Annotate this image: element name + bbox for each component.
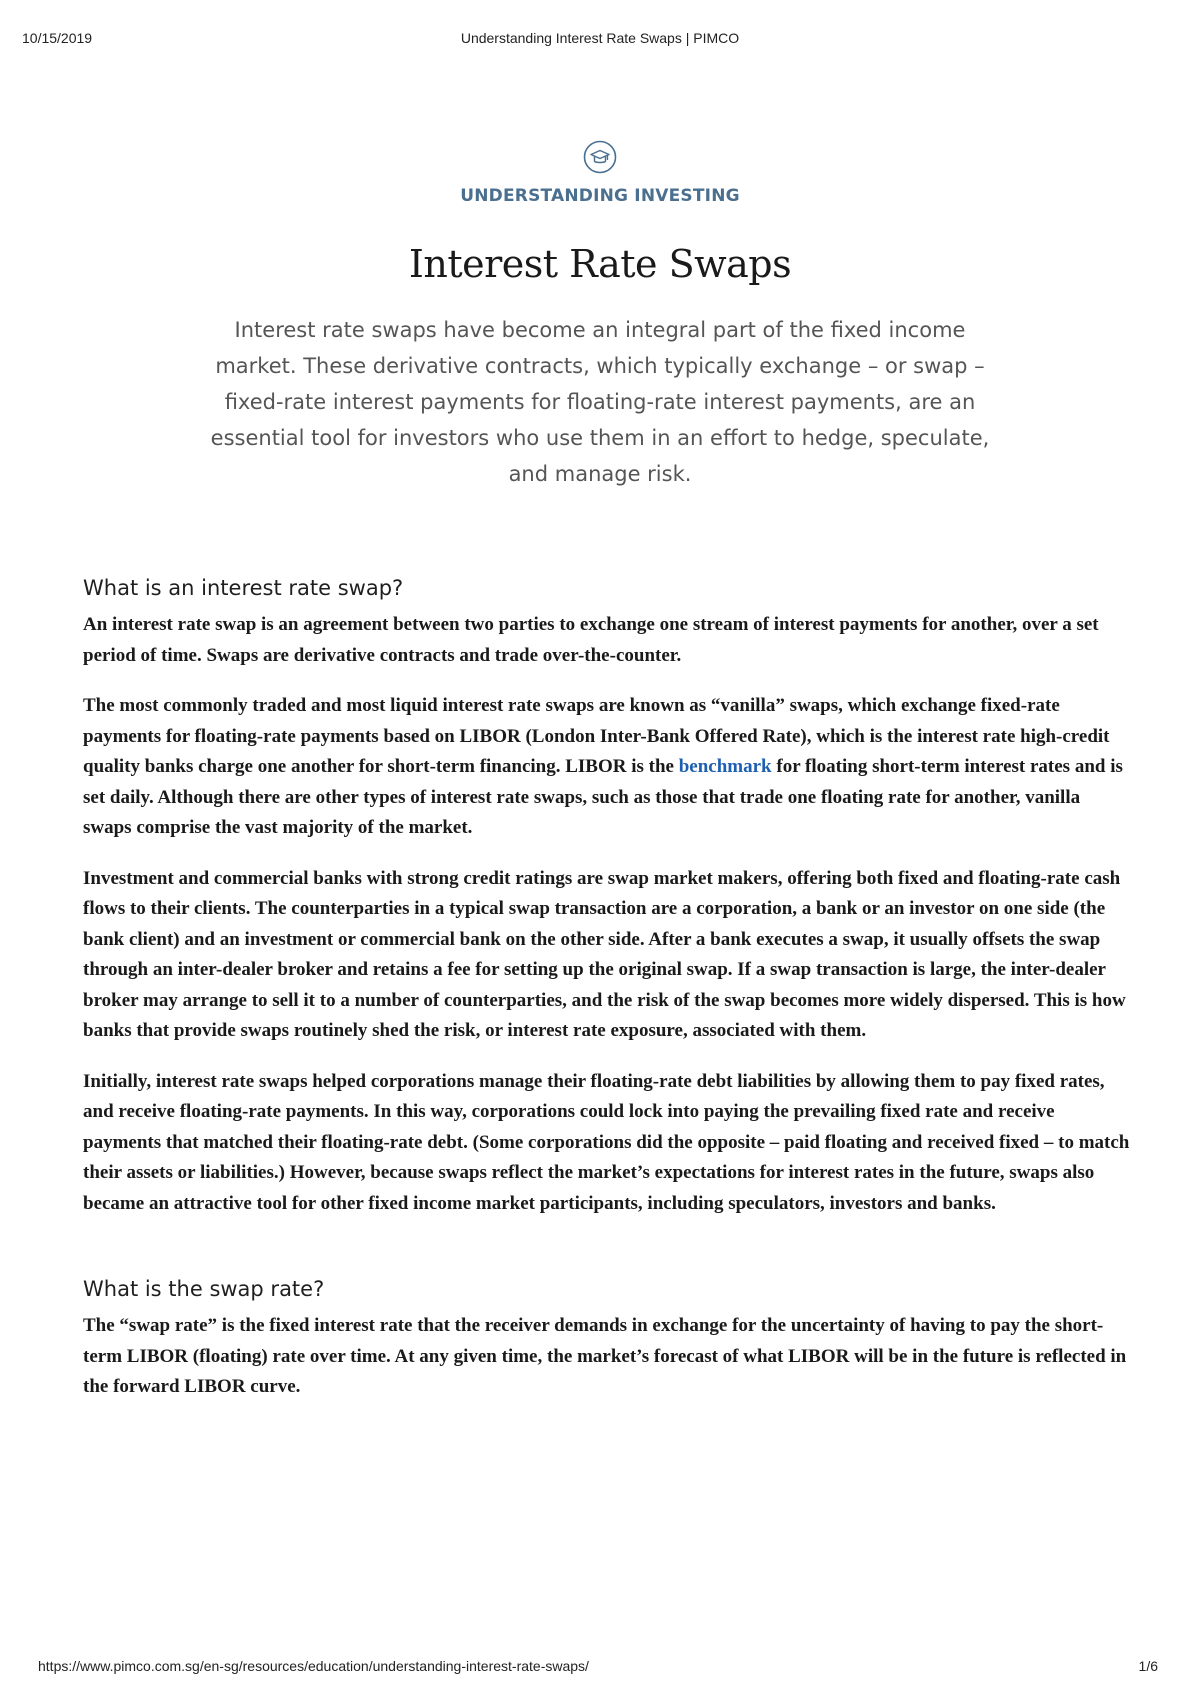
- category-kicker: UNDERSTANDING INVESTING: [460, 186, 740, 206]
- section-heading-swap-rate: What is the swap rate?: [83, 1277, 325, 1301]
- section-heading-what-is-swap: What is an interest rate swap?: [83, 576, 404, 600]
- paragraph-text: The most commonly traded and most liquid interest rate swaps are known as “vanilla” swaps, which exchange fixed-rate payments for floating-rate payments based on LIBOR (London Inter-Bank Offered Rate), which is the interest rate high-credit quality banks charge one another for short-term financing. LIBOR is the: [83, 695, 1110, 777]
- print-footer: [0, 1658, 1200, 1688]
- article-hero: [0, 140, 1200, 492]
- print-date: 10/15/2019: [22, 30, 93, 46]
- page-number: 1/6: [1138, 1658, 1158, 1674]
- graduation-cap-icon: [583, 140, 617, 174]
- paragraph-vanilla-swaps: [83, 691, 1133, 844]
- page-title: Interest Rate Swaps: [408, 242, 792, 286]
- section-spacer: [83, 1239, 1133, 1277]
- paragraph-definition: An interest rate swap is an agreement between two parties to exchange one stream of interest payments for another, over a set period of time. Swaps are derivative contracts and trade over-the-counter.: [83, 614, 1099, 666]
- paragraph-market-makers: Investment and commercial banks with strong credit ratings are swap market makers, offering both fixed and floating-rate cash flows to their clients. The counterparties in a typical swap transaction are a corporation, a bank or an investor on one side (the bank client) and an investment or commercial bank on the other side. After a bank executes a swap, it usually offsets the swap through an inter-dealer broker and retains a fee for setting up the original swap. If a swap transaction is large, the inter-dealer broker may arrange to sell it to a number of counterparties, and the risk of the swap becomes more widely dispersed. This is how banks that provide swaps routinely shed the risk, or interest rate exposure, associated with them.: [83, 867, 1126, 1041]
- paragraph-corporations: Initially, interest rate swaps helped corporations manage their floating-rate debt liabilities by allowing them to pay fixed rates, and receive floating-rate payments. In this way, corporations could lock into paying the prevailing fixed rate and receive payments that matched their floating-rate debt. (Some corporations did the opposite – paid floating and received fixed – to match their assets or liabilities.) However, because swaps reflect the market’s expectations for interest rates in the future, swaps also became an attractive tool for other fixed income market participants, including speculators, investors and banks.: [83, 1070, 1130, 1214]
- paragraph-text: for floating short-term interest rates and is set daily. Although there are other types of interest rate swaps, such as those that trade one floating rate for another, vanilla swaps comprise the vast majority of the market.: [83, 756, 1123, 838]
- benchmark-link[interactable]: benchmark: [678, 756, 772, 777]
- print-header: [0, 0, 1200, 46]
- article-body: [83, 576, 1133, 1423]
- intro-text: Interest rate swaps have become an integral part of the fixed income market. These derivative contracts, which typically exchange – or swap – fixed-rate interest payments for floating-rate interest payments, are an essential tool for investors who use them in an effort to hedge, speculate, and manage risk.: [210, 318, 990, 486]
- print-url: https://www.pimco.com.sg/en-sg/resources/education/understanding-interest-rate-swaps/: [38, 1658, 589, 1674]
- paragraph-swap-rate: The “swap rate” is the fixed interest rate that the receiver demands in exchange for the uncertainty of having to pay the short-term LIBOR (floating) rate over time. At any given time, the market’s forecast of what LIBOR will be in the future is reflected in the forward LIBOR curve.: [83, 1315, 1127, 1397]
- print-page-title: Understanding Interest Rate Swaps | PIMCO: [460, 30, 740, 46]
